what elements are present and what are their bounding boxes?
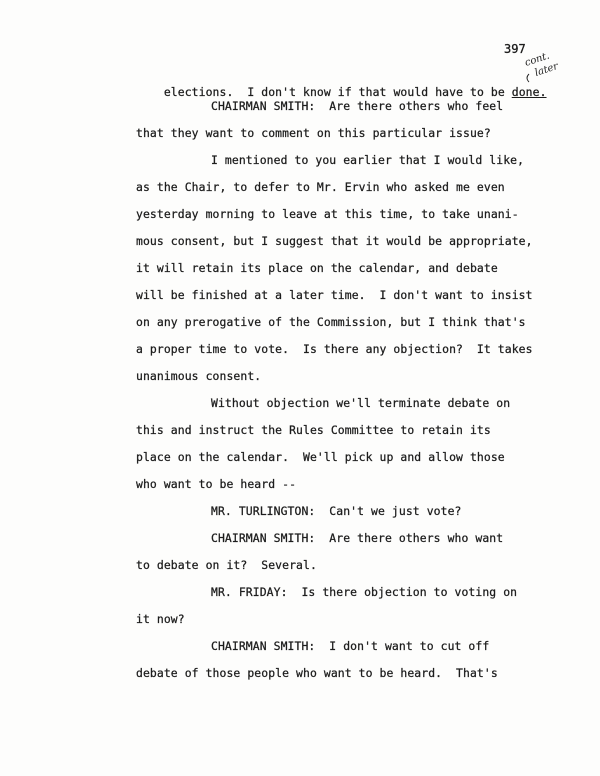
- text-line-10: on any prerogative of the Commission, but I think that's: [136, 315, 526, 329]
- text-line-19: to debate on it? Several.: [136, 558, 317, 572]
- text-line-17: MR. TURLINGTON: Can't we just vote?: [211, 504, 462, 518]
- text-line-6: yesterday morning to leave at this time, to take unani-: [136, 207, 519, 221]
- annotation-line-1: cont.: [523, 50, 551, 69]
- text-line-18: CHAIRMAN SMITH: Are there others who want: [211, 531, 504, 545]
- text-line-5: as the Chair, to defer to Mr. Ervin who asked me even: [136, 180, 505, 194]
- text-line-3: that they want to comment on this particular issue?: [136, 126, 491, 140]
- text-line-16: who want to be heard --: [136, 477, 297, 491]
- page-number: 397: [504, 42, 526, 56]
- underlined-word: done.: [511, 85, 547, 99]
- text-line-8: it will retain its place on the calendar, and debate: [136, 261, 498, 275]
- text-line-2: CHAIRMAN SMITH: Are there others who feel: [211, 99, 504, 113]
- text-line-1-content: elections. I don't know if that would have to be done.: [163, 85, 547, 99]
- text-line-7: mous consent, but I suggest that it would be appropriate,: [136, 234, 533, 248]
- text-line-14: this and instruct the Rules Committee to retain its: [136, 423, 491, 437]
- text-line-4: I mentioned to you earlier that I would like,: [211, 153, 525, 167]
- text-line-20: MR. FRIDAY: Is there objection to voting on: [211, 585, 518, 599]
- text-line-13: Without objection we'll terminate debate on: [211, 396, 511, 410]
- annotation-line-2: later: [533, 61, 560, 79]
- text-line-12: unanimous consent.: [136, 369, 262, 383]
- text-line-9: will be finished at a later time. I don't want to insist: [136, 288, 533, 302]
- text-line-23: debate of those people who want to be heard. That's: [136, 666, 498, 680]
- text-line-21: it now?: [136, 612, 185, 626]
- text-line-15: place on the calendar. We'll pick up and allow those: [136, 450, 505, 464]
- text-line-11: a proper time to vote. Is there any objection? It takes: [136, 342, 533, 356]
- text-line-22: CHAIRMAN SMITH: I don't want to cut off: [211, 639, 490, 653]
